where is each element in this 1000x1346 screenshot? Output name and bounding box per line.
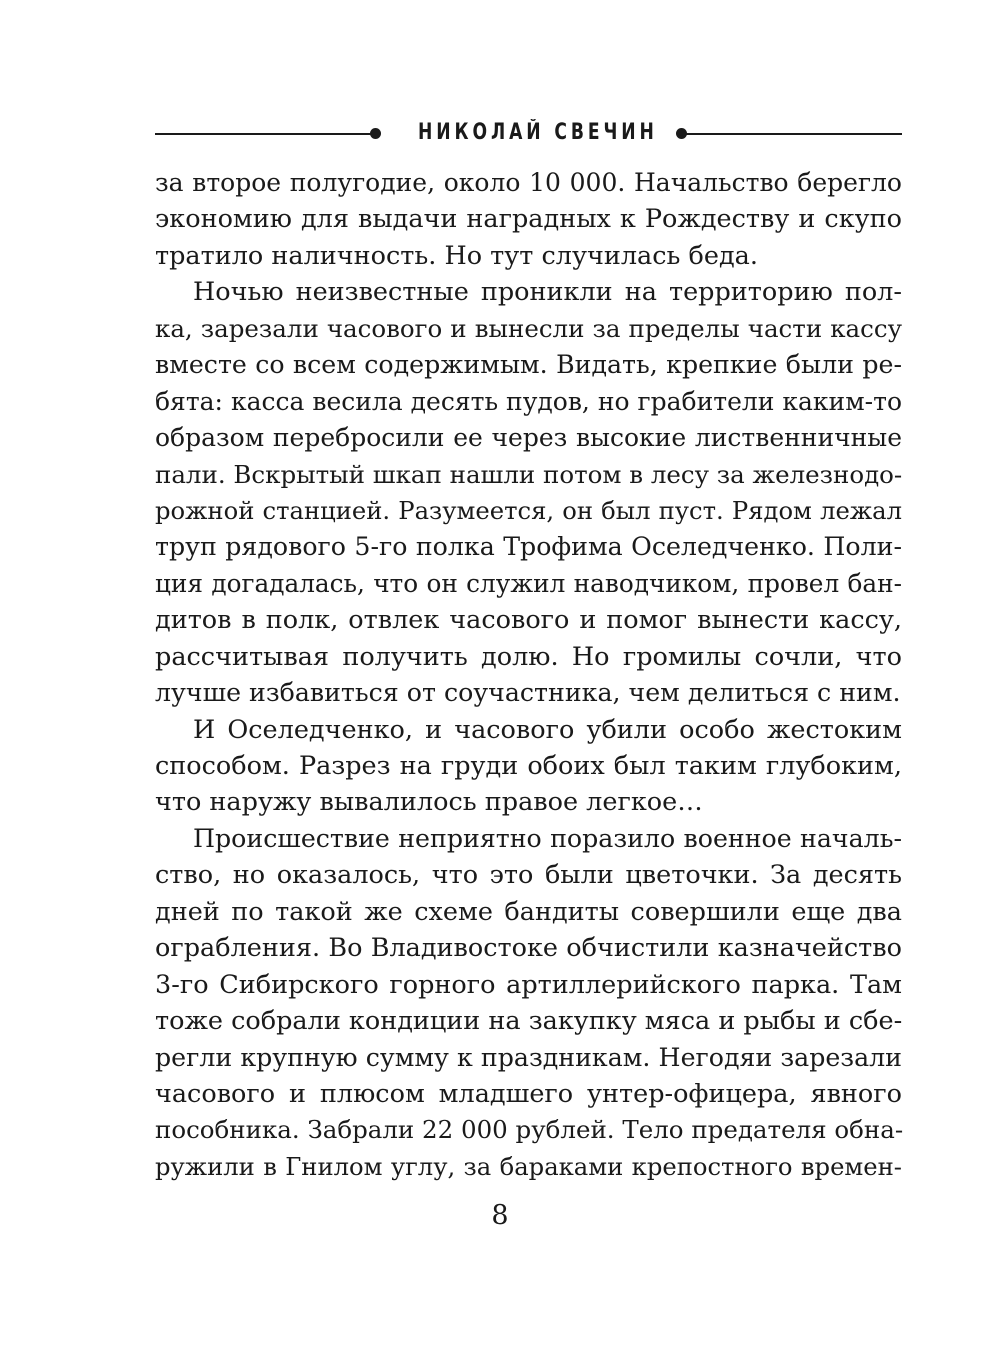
text-line: дней по такой же схеме бандиты совершили еще два xyxy=(155,896,902,927)
text-line: способом. Разрез на груди обоих был таким глубоким, xyxy=(155,751,902,781)
running-head xyxy=(155,118,902,150)
header-dot-left xyxy=(370,128,381,139)
text-line: регли крупную сумму к праздникам. Негодяи зарезали xyxy=(155,1042,902,1072)
text-line: дитов в полк, отвлек часового и помог вынести кассу, xyxy=(155,605,902,636)
body-text xyxy=(155,165,902,1185)
text-line: бята: касса весила десять пудов, но грабители каким-то xyxy=(155,386,902,416)
page-number: 8 xyxy=(491,1200,509,1231)
header-rule-right xyxy=(685,133,902,135)
text-line: тратило наличность. Но тут случилась беда. xyxy=(155,240,758,271)
text-line: И Оселедченко, и часового убили особо жестоким xyxy=(193,714,902,745)
text-line: пали. Вскрытый шкап нашли потом в лесу за железнодо- xyxy=(155,459,903,489)
text-line: пособника. Забрали 22 000 рублей. Тело предателя обна- xyxy=(155,1115,904,1145)
author-name: НИКОЛАЙ СВЕЧИН xyxy=(418,120,658,145)
text-line: Ночью неизвестные проникли на территорию пол- xyxy=(193,277,902,308)
text-line: лучше избавиться от соучастника, чем делиться с ним. xyxy=(155,678,901,708)
text-line: часового и плюсом младшего унтер-офицера, явного xyxy=(155,1078,902,1109)
text-line: ка, зарезали часового и вынесли за пределы части кассу xyxy=(155,313,902,343)
text-line: образом перебросили ее через высокие лиственничные xyxy=(155,423,902,453)
text-line: Происшествие неприятно поразило военное началь- xyxy=(193,823,902,853)
text-line: ство, но оказалось, что это были цветочки. За десять xyxy=(155,860,902,891)
text-line: ружили в Гнилом углу, за бараками крепостного времен- xyxy=(155,1151,902,1181)
text-line: что наружу вывалилось правое легкое… xyxy=(155,787,703,818)
text-line: рассчитывая получить долю. Но громилы сочли, что xyxy=(155,641,902,672)
text-line: труп рядового 5-го полка Трофима Оселедченко. Поли- xyxy=(155,532,902,562)
text-line: за второе полугодие, около 10 000. Начальство берегло xyxy=(155,168,902,197)
text-line: экономию для выдачи наградных к Рождеству и скупо xyxy=(155,204,902,235)
text-line: тоже собрали кондиции на закупку мяса и рыбы и сбе- xyxy=(155,1006,903,1037)
text-line: вместе со всем содержимым. Видать, крепкие были ре- xyxy=(155,350,902,380)
text-line: ограбления. Во Владивостоке обчистили казначейство xyxy=(155,933,902,964)
text-line: ция догадалась, что он служил наводчиком, провел бан- xyxy=(155,568,902,598)
text-line: рожной станцией. Разумеется, он был пуст. Рядом лежал xyxy=(155,495,902,525)
text-line: 3-го Сибирского горного артиллерийского парка. Там xyxy=(155,969,902,1000)
header-rule-left xyxy=(155,133,372,135)
